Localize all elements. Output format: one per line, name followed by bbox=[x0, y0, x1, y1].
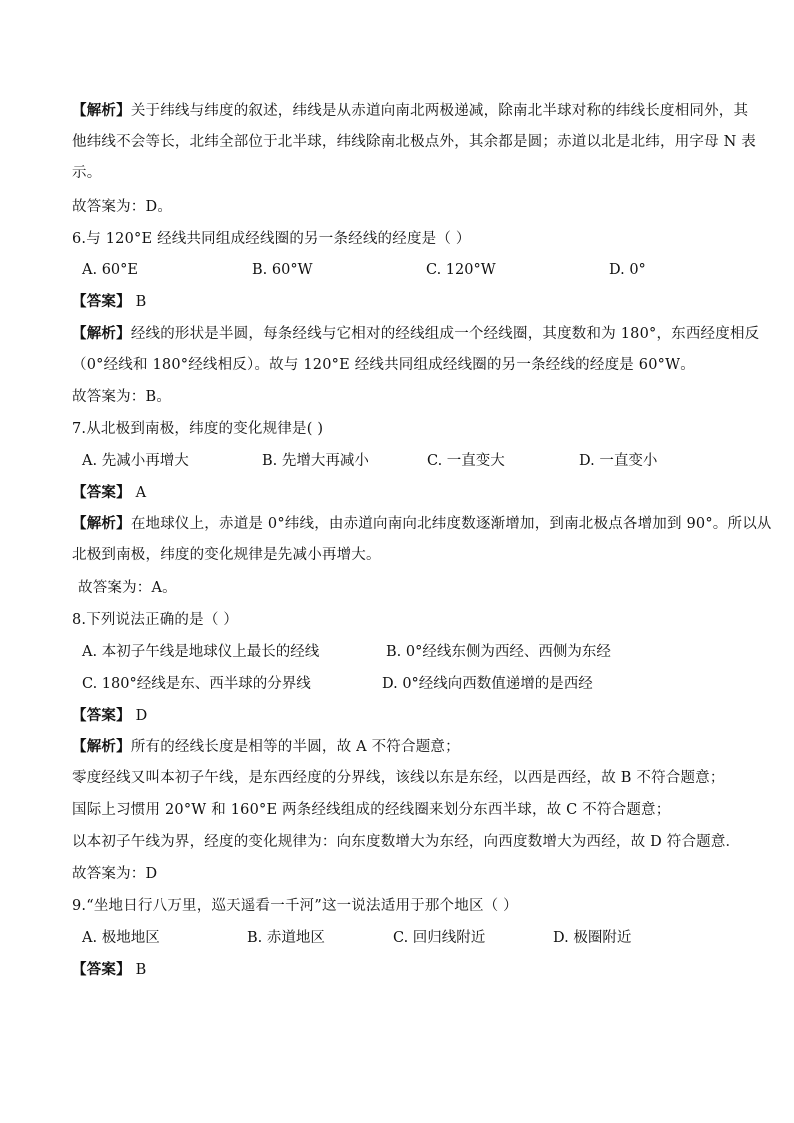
q7-option-c: C. 一直变大 bbox=[427, 453, 505, 469]
q7-option-d: D. 一直变小 bbox=[579, 453, 658, 469]
q6-option-a: A. 60°E bbox=[82, 262, 138, 278]
q9-question: 9.“坐地日行八万里，巡天遥看一千河”这一说法适用于那个地区（ ） bbox=[72, 898, 518, 914]
q7-question: 7.从北极到南极，纬度的变化规律是( ) bbox=[72, 421, 324, 437]
q5-analysis-line-1: 【解析】关于纬线与纬度的叙述，纬线是从赤道向南北两极递减，除南北半球对称的纬线长度相同外，其 bbox=[72, 103, 749, 119]
q8-analysis-line-4: 以本初子午线为界，经度的变化规律为：向东度数增大为东经，向西度数增大为西经，故 D 符合题意． bbox=[72, 834, 741, 850]
q8-analysis-line-2: 零度经线又叫本初子午线，是东西经度的分界线，该线以东是东经，以西是西经，故 B 不符合题意； bbox=[72, 770, 725, 786]
q6-conclusion: 故答案为：B。 bbox=[72, 389, 172, 405]
q6-question: 6.与 120°E 经线共同组成经线圈的另一条经线的经度是（ ） bbox=[72, 231, 471, 247]
q7-option-a: A. 先减小再增大 bbox=[82, 453, 189, 469]
q7-analysis-line-1: 【解析】在地球仪上，赤道是 0°纬线，由赤道向南向北纬度数逐渐增加，到南北极点各增加到 90°。所以从 bbox=[72, 516, 772, 532]
answer-label: 【答案】 bbox=[72, 294, 131, 310]
q9-option-d: D. 极圈附近 bbox=[553, 930, 632, 946]
q8-analysis-line-1: 【解析】所有的经线长度是相等的半圆，故 A 不符合题意； bbox=[72, 739, 460, 755]
q5-analysis-line-2: 他纬线不会等长，北纬全部位于北半球，纬线除南北极点外，其余都是圆；赤道以北是北纬，用字母 N 表 bbox=[72, 134, 757, 150]
q5-analysis-line-3: 示。 bbox=[72, 165, 102, 181]
q7-conclusion: 故答案为：A。 bbox=[78, 580, 177, 596]
q8-analysis-line-3: 国际上习惯用 20°W 和 160°E 两条经线组成的经线圈来划分东西半球，故 C 不符合题意； bbox=[72, 802, 671, 818]
q6-option-c: C. 120°W bbox=[426, 262, 496, 278]
q9-option-a: A. 极地地区 bbox=[82, 930, 160, 946]
answer-label: 【答案】 bbox=[72, 485, 131, 501]
q6-analysis-line-2: （0°经线和 180°经线相反）。故与 120°E 经线共同组成经线圈的另一条经线的经度是 60°W。 bbox=[72, 357, 695, 373]
q6-analysis-line-1: 【解析】经线的形状是半圆，每条经线与它相对的经线组成一个经线圈，其度数和为 180°，东西经度相反 bbox=[72, 326, 760, 342]
q7-option-b: B. 先增大再减小 bbox=[262, 453, 369, 469]
q6-option-b: B. 60°W bbox=[252, 262, 313, 278]
analysis-label: 【解析】 bbox=[72, 326, 131, 342]
q8-answer: 【答案】 D bbox=[72, 708, 148, 724]
q9-answer: 【答案】 B bbox=[72, 962, 147, 978]
q7-answer: 【答案】 A bbox=[72, 485, 147, 501]
answer-label: 【答案】 bbox=[72, 708, 131, 724]
q5-conclusion: 故答案为：D。 bbox=[72, 199, 173, 215]
q8-option-a: A. 本初子午线是地球仪上最长的经线 bbox=[82, 644, 320, 660]
answer-label: 【答案】 bbox=[72, 962, 131, 978]
q8-conclusion: 故答案为：D bbox=[72, 866, 158, 882]
q8-option-b: B. 0°经线东侧为西经、西侧为东经 bbox=[386, 644, 611, 660]
q7-analysis-line-2: 北极到南极，纬度的变化规律是先减小再增大。 bbox=[72, 547, 381, 563]
q9-option-c: C. 回归线附近 bbox=[393, 930, 486, 946]
q6-answer: 【答案】 B bbox=[72, 294, 147, 310]
q8-question: 8.下列说法正确的是（ ） bbox=[72, 612, 239, 628]
q8-option-d: D. 0°经线向西数值递增的是西经 bbox=[382, 676, 593, 692]
analysis-label: 【解析】 bbox=[72, 516, 131, 532]
analysis-label: 【解析】 bbox=[72, 103, 131, 119]
q6-option-d: D. 0° bbox=[609, 262, 646, 278]
q9-option-b: B. 赤道地区 bbox=[247, 930, 325, 946]
analysis-label: 【解析】 bbox=[72, 739, 131, 755]
q8-option-c: C. 180°经线是东、西半球的分界线 bbox=[82, 676, 311, 692]
